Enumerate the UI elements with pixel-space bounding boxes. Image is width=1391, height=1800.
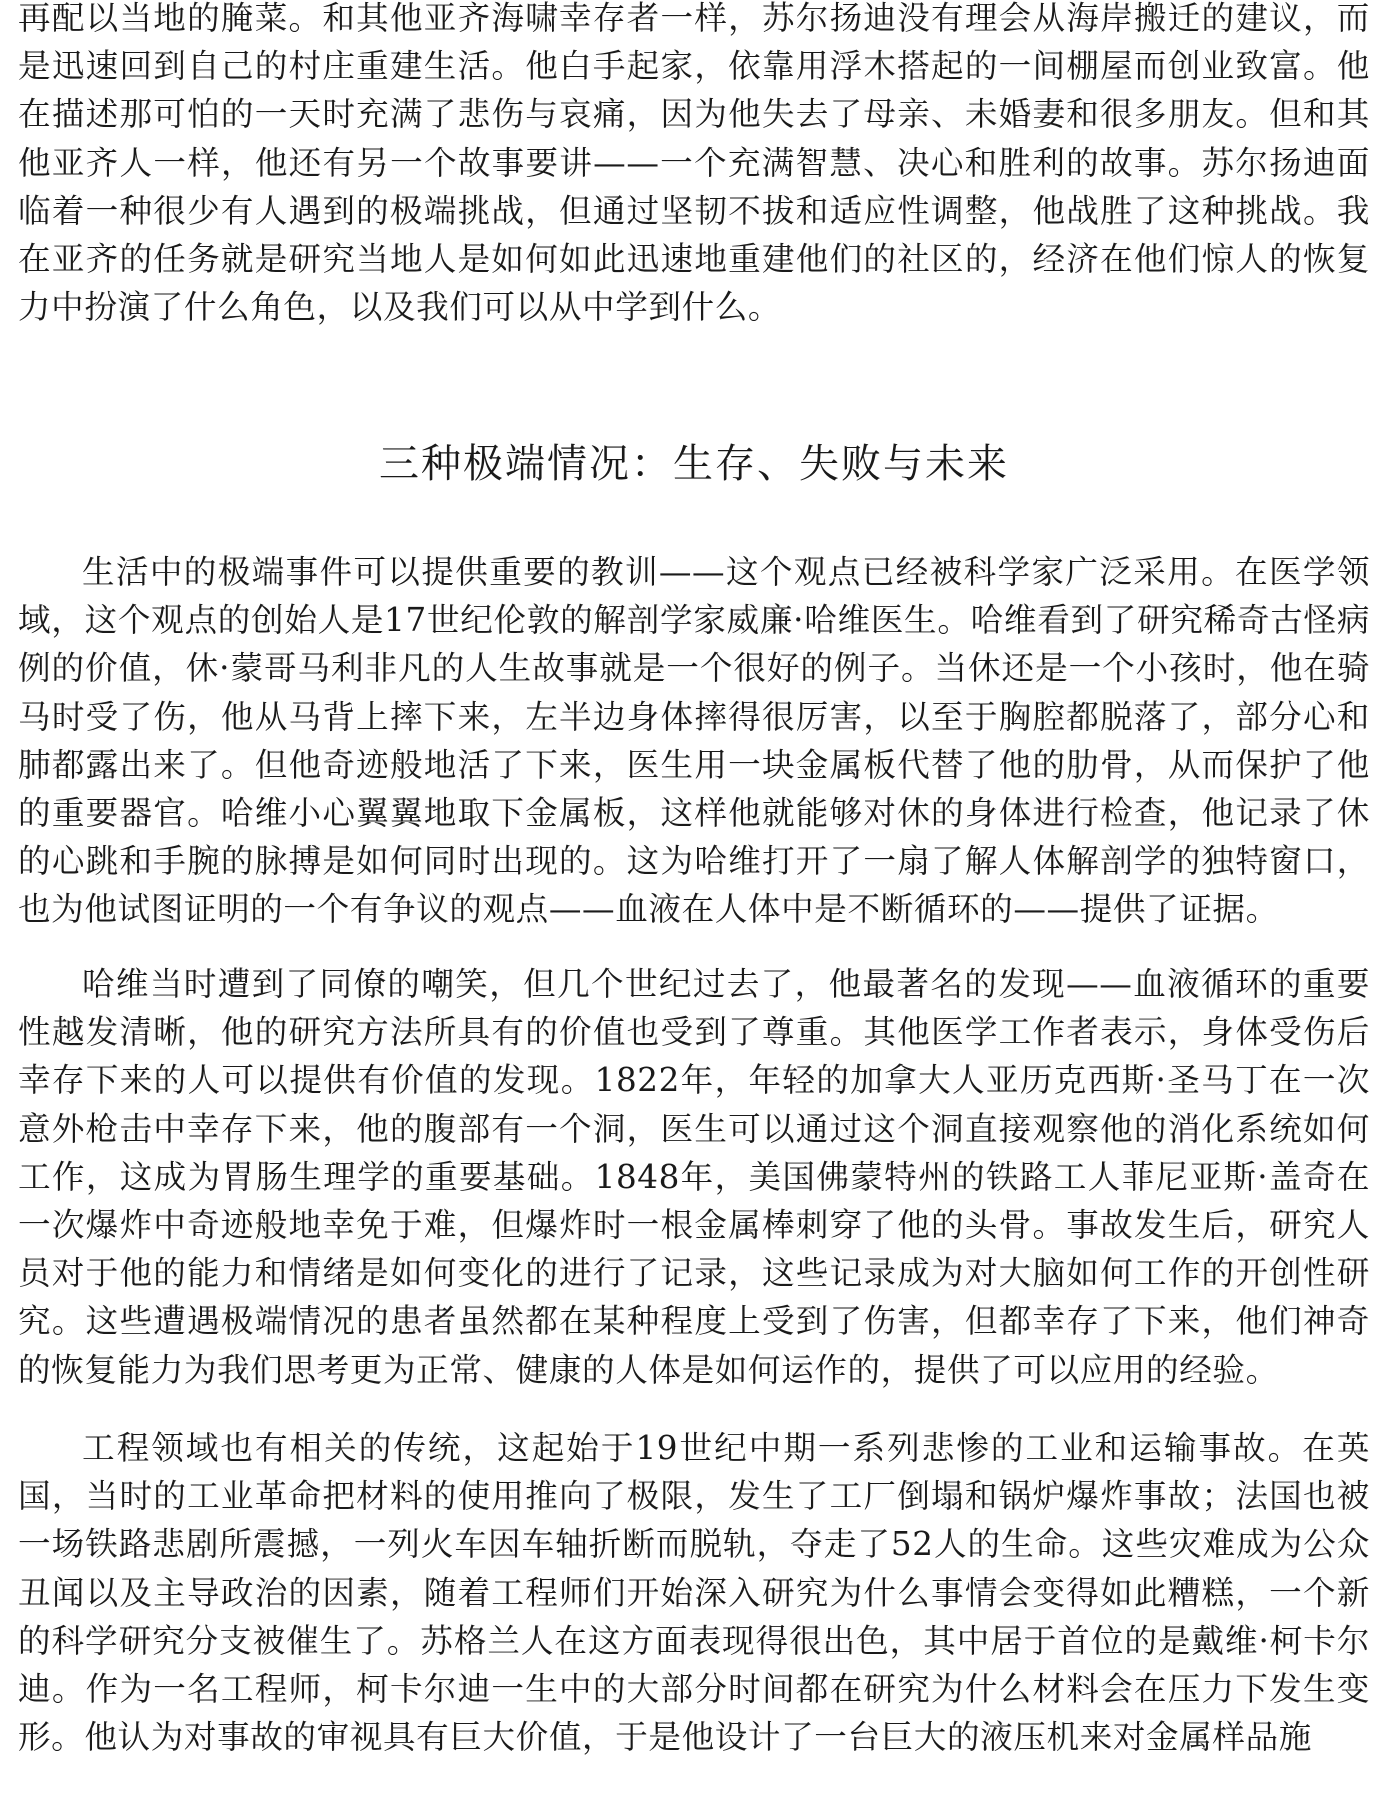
body-paragraph-1: 生活中的极端事件可以提供重要的教训——这个观点已经被科学家广泛采用。在医学领域，这个观点的创始人是17世纪伦敦的解剖学家威廉·哈维医生。哈维看到了研究稀奇古怪病例的价值，休·蒙哥马利非凡的人生故事就是一个很好的例子。当休还是一个小孩时，他在骑马时受了伤，他从马背上摔下来，左半边身体摔得很厉害，以至于胸腔都脱落了，部分心和肺都露出来了。但他奇迹般地活了下来，医生用一块金属板代替了他的肋骨，从而保护了他的重要器官。哈维小心翼翼地取下金属板，这样他就能够对休的身体进行检查，他记录了休的心跳和手腕的脉搏是如何同时出现的。这为哈维打开了一扇了解人体解剖学的独特窗口，也为他试图证明的一个有争议的观点——血液在人体中是不断循环的——提供了证据。: [18, 553, 1370, 929]
section-heading: 三种极端情况：生存、失败与未来: [379, 441, 1009, 487]
body-paragraph-2: 哈维当时遭到了同僚的嘲笑，但几个世纪过去了，他最著名的发现——血液循环的重要性越发清晰，他的研究方法所具有的价值也受到了尊重。其他医学工作者表示，身体受伤后幸存下来的人可以提供有价值的发现。1822年，年轻的加拿大人亚历克西斯·圣马丁在一次意外枪击中幸存下来，他的腹部有一个洞，医生可以通过这个洞直接观察他的消化系统如何工作，这成为胃肠生理学的重要基础。1848年，美国佛蒙特州的铁路工人菲尼亚斯·盖奇在一次爆炸中奇迹般地幸免于难，但爆炸时一根金属棒刺穿了他的头骨。事故发生后，研究人员对于他的能力和情绪是如何变化的进行了记录，这些记录成为对大脑如何工作的开创性研究。这些遭遇极端情况的患者虽然都在某种程度上受到了伤害，但都幸存了下来，他们神奇的恢复能力为我们思考更为正常、健康的人体是如何运作的，提供了可以应用的经验。: [18, 965, 1370, 1389]
intro-paragraph: 再配以当地的腌菜。和其他亚齐海啸幸存者一样，苏尔扬迪没有理会从海岸搬迁的建议，而是迅速回到自己的村庄重建生活。他白手起家，依靠用浮木搭起的一间棚屋而创业致富。他在描述那可怕的一天时充满了悲伤与哀痛，因为他失去了母亲、未婚妻和很多朋友。但和其他亚齐人一样，他还有另一个故事要讲——一个充满智慧、决心和胜利的故事。苏尔扬迪面临着一种很少有人遇到的极端挑战，但通过坚韧不拔和适应性调整，他战胜了这种挑战。我在亚齐的任务就是研究当地人是如何如此迅速地重建他们的社区的，经济在他们惊人的恢复力中扮演了什么角色，以及我们可以从中学到什么。: [18, 0, 1370, 327]
body-paragraph-3: 工程领域也有相关的传统，这起始于19世纪中期一系列悲惨的工业和运输事故。在英国，当时的工业革命把材料的使用推向了极限，发生了工厂倒塌和锅炉爆炸事故；法国也被一场铁路悲剧所震撼，一列火车因车轴折断而脱轨，夺走了52人的生命。这些灾难成为公众丑闻以及主导政治的因素，随着工程师们开始深入研究为什么事情会变得如此糟糕，一个新的科学研究分支被催生了。苏格兰人在这方面表现得很出色，其中居于首位的是戴维·柯卡尔迪。作为一名工程师，柯卡尔迪一生中的大部分时间都在研究为什么材料会在压力下发生变形。他认为对事故的审视具有巨大价值，于是他设计了一台巨大的液压机来对金属样品施: [18, 1429, 1370, 1757]
